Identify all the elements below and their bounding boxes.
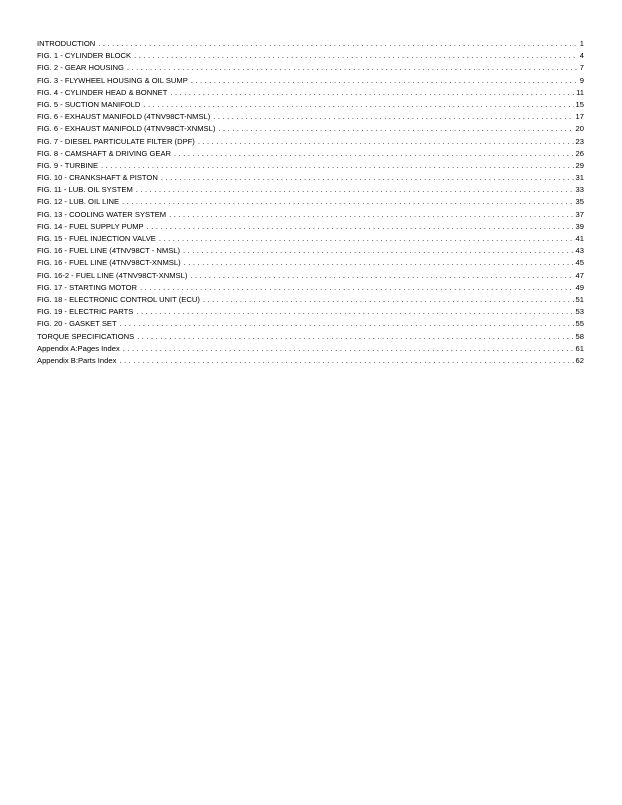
toc-entry-title: FIG. 9 - TURBINE	[37, 160, 99, 170]
toc-entry-fig-1[interactable]	[37, 50, 584, 62]
toc-entry-title: Appendix A:Pages Index	[37, 343, 120, 353]
toc-entry-title: FIG. 16 - FUEL LINE (4TNV98CT-XNMSL)	[37, 258, 181, 268]
toc-entry-fig-9[interactable]	[37, 160, 584, 172]
toc-entry-title: INTRODUCTION	[37, 39, 96, 48]
toc-entry-fig-17[interactable]	[37, 282, 584, 294]
toc-entry-fig-12[interactable]	[37, 196, 584, 208]
toc-entry-title: FIG. 6 - EXHAUST MANIFOLD (4TNV98CT-NMSL)	[37, 112, 211, 122]
toc-entry-page: 7	[579, 63, 584, 73]
toc-dot-leader	[147, 221, 574, 233]
toc-entry-page: 51	[575, 294, 584, 304]
toc-entry-page: 53	[575, 307, 584, 317]
toc-entry-fig-16-xnmsl[interactable]	[37, 257, 584, 269]
toc-dot-leader	[136, 184, 574, 196]
table-of-contents	[37, 38, 584, 367]
toc-entry-fig-13[interactable]	[37, 209, 584, 221]
toc-dot-leader	[98, 38, 578, 50]
toc-dot-leader	[203, 294, 574, 306]
toc-entry-title: FIG. 12 - LUB. OIL LINE	[37, 197, 120, 207]
toc-entry-fig-15[interactable]	[37, 233, 584, 245]
toc-entry-page: 17	[575, 112, 584, 122]
toc-dot-leader	[159, 233, 574, 245]
toc-entry-page: 20	[575, 124, 584, 134]
toc-entry-page: 43	[575, 246, 584, 256]
toc-entry-fig-3[interactable]	[37, 75, 584, 87]
toc-dot-leader	[136, 306, 573, 318]
toc-dot-leader	[119, 355, 573, 367]
toc-entry-appendix-b[interactable]	[37, 355, 584, 367]
toc-entry-title: Appendix B:Parts Index	[37, 355, 117, 365]
toc-entry-title: FIG. 17 - STARTING MOTOR	[37, 282, 137, 292]
toc-entry-page: 55	[575, 319, 584, 329]
toc-entry-fig-19[interactable]	[37, 306, 584, 318]
toc-entry-fig-7[interactable]	[37, 136, 584, 148]
toc-entry-page: 61	[575, 343, 584, 353]
toc-entry-page: 23	[575, 136, 584, 146]
toc-entry-page: 49	[575, 282, 584, 292]
toc-entry-page: 35	[575, 197, 584, 207]
toc-entry-page: 62	[575, 355, 584, 365]
toc-dot-leader	[170, 87, 574, 99]
toc-dot-leader	[191, 75, 578, 87]
toc-entry-title: FIG. 1 - CYLINDER BLOCK	[37, 51, 132, 61]
toc-entry-page: 45	[575, 258, 584, 268]
toc-dot-leader	[143, 99, 573, 111]
toc-entry-title: FIG. 2 - GEAR HOUSING	[37, 63, 124, 73]
toc-entry-page: 37	[575, 209, 584, 219]
toc-entry-title: FIG. 5 - SUCTION MANIFOLD	[37, 99, 141, 109]
toc-entry-title: FIG. 19 - ELECTRIC PARTS	[37, 307, 134, 317]
toc-dot-leader	[161, 172, 574, 184]
toc-entry-fig-6-xnmsl[interactable]	[37, 123, 584, 135]
toc-entry-page: 4	[579, 51, 584, 61]
toc-entry-title: FIG. 16-2 - FUEL LINE (4TNV98CT-XNMSL)	[37, 270, 188, 280]
toc-entry-fig-16-2[interactable]	[37, 270, 584, 282]
toc-dot-leader	[174, 148, 574, 160]
toc-entry-title: FIG. 4 - CYLINDER HEAD & BONNET	[37, 87, 168, 97]
toc-dot-leader	[183, 245, 574, 257]
toc-dot-leader	[127, 62, 578, 74]
toc-dot-leader	[123, 343, 574, 355]
toc-entry-fig-14[interactable]	[37, 221, 584, 233]
toc-entry-torque-specifications[interactable]	[37, 331, 584, 343]
toc-entry-page: 33	[575, 185, 584, 195]
toc-entry-fig-4[interactable]	[37, 87, 584, 99]
toc-entry-fig-18[interactable]	[37, 294, 584, 306]
toc-entry-title: FIG. 18 - ELECTRONIC CONTROL UNIT (ECU)	[37, 294, 200, 304]
toc-entry-page: 29	[575, 160, 584, 170]
toc-entry-fig-10[interactable]	[37, 172, 584, 184]
toc-dot-leader	[218, 123, 573, 135]
toc-entry-page: 9	[579, 75, 584, 85]
toc-entry-fig-16-nmsl[interactable]	[37, 245, 584, 257]
toc-entry-appendix-a[interactable]	[37, 343, 584, 355]
toc-entry-page: 31	[575, 173, 584, 183]
toc-entry-title: FIG. 8 - CAMSHAFT & DRIVING GEAR	[37, 148, 172, 158]
toc-dot-leader	[120, 318, 574, 330]
toc-entry-title: FIG. 13 - COOLING WATER SYSTEM	[37, 209, 167, 219]
toc-entry-fig-2[interactable]	[37, 62, 584, 74]
toc-entry-fig-5[interactable]	[37, 99, 584, 111]
toc-entry-title: FIG. 16 - FUEL LINE (4TNV98CT - NMSL)	[37, 246, 181, 256]
toc-entry-title: FIG. 7 - DIESEL PARTICULATE FILTER (DPF)	[37, 136, 195, 146]
toc-dot-leader	[122, 196, 574, 208]
toc-entry-title: FIG. 3 - FLYWHEEL HOUSING & OIL SUMP	[37, 75, 188, 85]
toc-entry-title: FIG. 11 - LUB. OIL SYSTEM	[37, 185, 133, 195]
toc-entry-page: 58	[575, 331, 584, 341]
toc-dot-leader	[169, 209, 573, 221]
toc-entry-page: 11	[576, 87, 584, 97]
toc-dot-leader	[190, 270, 573, 282]
toc-entry-title: FIG. 14 - FUEL SUPPLY PUMP	[37, 221, 144, 231]
toc-dot-leader	[137, 331, 573, 343]
toc-entry-page: 1	[579, 39, 584, 48]
toc-entry-introduction[interactable]	[37, 38, 584, 50]
toc-dot-leader	[140, 282, 574, 294]
toc-dot-leader	[101, 160, 574, 172]
toc-dot-leader	[213, 111, 573, 123]
toc-entry-page: 41	[575, 234, 584, 243]
toc-dot-leader	[134, 50, 578, 62]
toc-entry-fig-6-nmsl[interactable]	[37, 111, 584, 123]
toc-entry-page: 47	[575, 270, 584, 280]
toc-dot-leader	[184, 257, 574, 269]
toc-entry-fig-8[interactable]	[37, 148, 584, 160]
toc-entry-title: FIG. 15 - FUEL INJECTION VALVE	[37, 234, 156, 243]
toc-entry-page: 26	[575, 148, 584, 158]
toc-dot-leader	[198, 136, 574, 148]
toc-entry-title: TORQUE SPECIFICATIONS	[37, 331, 135, 341]
toc-entry-page: 15	[575, 99, 584, 109]
toc-entry-page: 39	[575, 221, 584, 231]
toc-entry-title: FIG. 20 - GASKET SET	[37, 319, 117, 329]
toc-entry-fig-20[interactable]	[37, 318, 584, 330]
toc-entry-title: FIG. 10 - CRANKSHAFT & PISTON	[37, 173, 158, 183]
toc-entry-fig-11[interactable]	[37, 184, 584, 196]
toc-entry-title: FIG. 6 - EXHAUST MANIFOLD (4TNV98CT-XNMSL)	[37, 124, 216, 134]
